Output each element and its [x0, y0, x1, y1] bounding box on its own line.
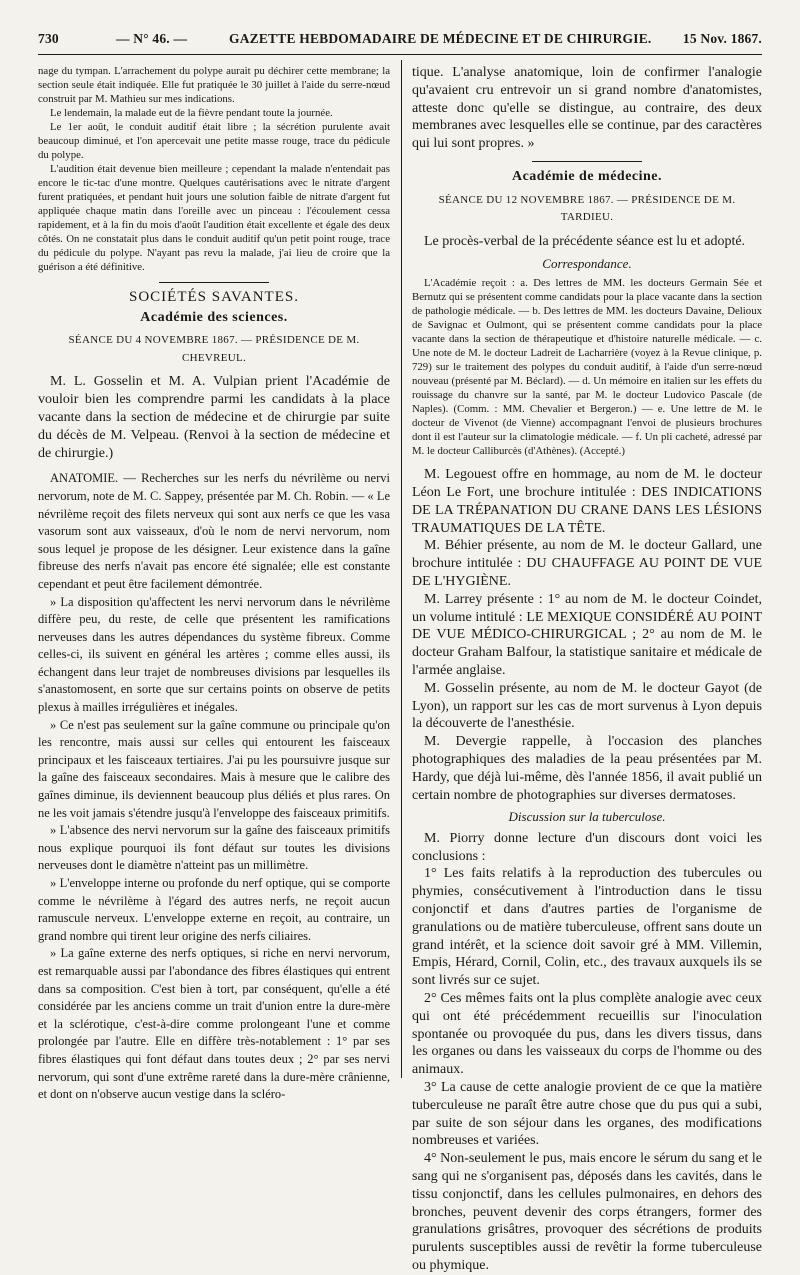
- section-rule: [159, 282, 269, 283]
- paragraph: Le lendemain, la malade eut de la fièvre pendant toute la journée.: [50, 107, 333, 119]
- paragraph: M. Larrey présente : 1° au nom de M. le docteur Coindet, un volume intitulé : LE MEXIQUE CONSIDÉRÉ AU POINT DE VUE MÉDICO-CHIRURGICAL ; 2° au nom de M. le docteur Graham Balfour, la statistique sanitaire et médicale de l'armée anglaise.: [412, 591, 762, 678]
- section-rule: [532, 161, 642, 162]
- paragraph: » L'enveloppe interne ou profonde du nerf optique, qui se comporte comme le névrilème à l'égard des autres nerfs, ne reçoit aucun ramuscule nerveux. L'enveloppe externe en reçoit, au contraire, un grand nombre qui tirent leur origine des nerfs ciliaires.: [38, 876, 390, 943]
- paragraph: Le procès-verbal de la précédente séance est lu et adopté.: [424, 233, 746, 249]
- paragraph: ANATOMIE. — Recherches sur les nerfs du névrilème ou nervi nervorum, note de M. C. Sappey, présentée par M. Ch. Robin. — « Le névrilème reçoit des filets nerveux qui sont aux nerfs ce que les vasa vasorum sont aux vaisseaux, d'où le nom de nervi nervorum, nom sous lequel je propose de les désigner. Leur existence dans la gaîne fibreuse des nerfs n'avait pas encore été signalée; elle est constante cependant et peut être facilement démontrée.: [38, 471, 390, 591]
- journal-title: GAZETTE HEBDOMADAIRE DE MÉDECINE ET DE CHIRURGIE.: [229, 31, 652, 46]
- paragraph: » Ce n'est pas seulement sur la gaîne commune ou principale qu'on les rencontre, mais aussi sur celles qui entourent les faisceaux principaux et les faisceaux tertiaires. J'ai pu les poursuivre jusque sur la gaîne des faisceaux secondaires. Mais à mesure que le calibre des gaînes diminue, ils deviennent beaucoup plus déliés et plus rares. On ne les voit jamais s'étendre jusqu'à l'enveloppe des faisceaux primitifs.: [38, 717, 390, 820]
- paragraph: Le 1er août, le conduit auditif était libre ; la sécrétion purulente avait beaucoup diminué, et l'on apercevait une petite masse rouge, trace du pédicule du polype.: [38, 121, 390, 161]
- paragraph: » L'absence des nervi nervorum sur la gaîne des faisceaux primitifs nous explique pourquoi ils font défaut sur toutes les divisions nerveuses dont le diamètre n'atteint pas un millimètre.: [38, 823, 390, 873]
- issue-date: 15 Nov. 1867.: [682, 31, 762, 46]
- issue-number: — N° 46. —: [116, 31, 188, 46]
- paragraph: M. Legouest offre en hommage, au nom de M. le docteur Léon Le Fort, une brochure intitulée : DES INDICATIONS DE LA TRÉPANATION DU CRANE DANS LES LÉSIONS TRAUMATIQUES DE LA TÊTE.: [412, 467, 762, 536]
- session-line: SÉANCE DU 12 NOVEMBRE 1867. — PRÉSIDENCE DE M. TARDIEU.: [438, 193, 736, 224]
- academy-heading: Académie de médecine.: [511, 168, 663, 184]
- session-line: SÉANCE DU 4 NOVEMBRE 1867. — PRÉSIDENCE DE M. CHEVREUL.: [68, 334, 360, 364]
- right-column: [412, 64, 762, 1274]
- paragraph: » La disposition qu'affectent les nervi nervorum dans le névrilème diffère peu, du reste, de celle que présentent les ramifications nerveuses dans les autres dépendances du système fibreux. Comme celles-ci, ils suivent en général les artères ; comme elles aussi, ils échangent dans leur trajet de nombreuses divisions par lesquelles ils s'anastomosent, en sorte que sur certains points on observe de petits plexus à mailles irrégulières et inégales.: [38, 594, 390, 715]
- page-header: [38, 28, 762, 55]
- paragraph: M. Piorry donne lecture d'un discours dont voici les conclusions :: [412, 830, 762, 864]
- paragraph: 2° Ces mêmes faits ont la plus complète analogie avec ceux qui ont été précédemment recueillis sur l'inoculation spontanée ou provoquée du pus, dans les divers tissus, dans les organes ou dans les vaisseaux du corps de l'homme ou des animaux.: [412, 991, 762, 1078]
- page-number: 730: [38, 31, 59, 46]
- section-title: SOCIÉTÉS SAVANTES.: [129, 289, 299, 305]
- paragraph: nage du tympan. L'arrachement du polype aurait pu déchirer cette membrane; la section seule était indiquée. Elle fut pratiquée le 30 juillet à l'aide du serre-nœud construit par M. Mathieu sur mes indications.: [38, 65, 390, 105]
- subsection-heading: Discussion sur la tuberculose.: [508, 809, 666, 825]
- left-column: [38, 64, 390, 1102]
- paragraph: M. Gosselin présente, au nom de M. le docteur Gayot (de Lyon), un rapport sur les cas de mort survenus à Lyon depuis la découverte de l'anesthésie.: [412, 680, 762, 732]
- paragraph: 4° Non-seulement le pus, mais encore le sérum du sang et le sang qui ne s'organisent pas, déposés dans les cavités, dans le tissu conjonctif, dans les cellules pulmonaires, en dehors des bronches, peuvent devenir des corps étrangers, former des granulations grisâtres, provoquer des sécrétions de produits purulents susceptibles aussi de revêtir la forme tuberculeuse ou phymique.: [412, 1151, 762, 1274]
- paragraph: L'Académie reçoit : a. Des lettres de MM. les docteurs Germain Sée et Bernutz qui se présentent comme candidats pour la place vacante dans la section de pathologie médicale. — b. Des lettres de MM. les docteurs Davaine, Delioux de Savignac et Oulmont, qui se présentent comme candidats pour la place vacante dans la section de thérapeutique et d'histoire naturelle médicale. — c. Une note de M. le docteur Ladreit de Lacharrière (voyez à la Revue clinique, p. 729) sur le traitement des polypes du conduit auditif, à l'aide d'un serre-nœud nouveau (présenté par M. Béclard). — d. Un mémoire en italien sur les effets du rouissage du chanvre sur la santé, par M. le docteur Ludovico Pascale (de Naples). (Comm. : MM. Chevalier et Bergeron.) — e. Une lettre de M. le docteur de Vivenot (de Vienne) accompagnant l'envoi de plusieurs brochures dont il est l'auteur sur la climatologie médicale. — f. Un pli cacheté, adressé par M. le docteur Calliburcès (d'Athènes). (Accepté.): [412, 277, 762, 458]
- paragraph: M. L. Gosselin et M. A. Vulpian prient l'Académie de vouloir bien les comprendre parmi les candidats à la place vacante dans la section de médecine et de chirurgie par suite du décès de M. Velpeau. (Renvoi à la section de médecine et de chirurgie.): [38, 374, 390, 461]
- paragraph: tique. L'analyse anatomique, loin de confirmer l'analogie qu'avaient cru entrevoir un si grand nombre d'anatomistes, atteste donc qu'elle se distingue, au contraire, des deux membranes avec lesquelles elle se continue, par des caractères qui lui sont propres. »: [412, 65, 762, 152]
- paragraph: » La gaîne externe des nerfs optiques, si riche en nervi nervorum, est remarquable aussi par l'abondance des fibres élastiques qui entrent dans sa composition. C'est bien à tort, par conséquent, qu'elle a été considérée par les anciens comme un trait d'union entre la dure-mère et la sclérotique, c'est-à-dire comme prolongeant l'une et comme prolongée par l'autre. Elle en diffère très-notablement : 1° par ses fibres élastiques qui font défaut dans toutes deux ; 2° par ses nervi nervorum, qui sont d'une extrême rareté dans la dure-mère crânienne, et dont on n'observe aucun vestige dans la scléro-: [38, 946, 390, 1102]
- paragraph: M. Devergie rappelle, à l'occasion des planches photographiques des maladies de la peau présentées par M. Hardy, que déjà lui-même, dès l'année 1856, il avait publié un certain nombre de photographies sur diverses dermatoses.: [412, 734, 762, 803]
- subsection-heading: Correspondance.: [542, 255, 632, 271]
- paragraph: 3° La cause de cette analogie provient de ce que la matière tuberculeuse ne paraît être autre chose que du pus qui a subi, par suite de son séjour dans les organes, des modifications nombreuses et variées.: [412, 1080, 762, 1149]
- column-divider: [401, 60, 402, 1078]
- paragraph: M. Béhier présente, au nom de M. le docteur Gallard, une brochure intitulée : DU CHAUFFAGE AU POINT DE VUE DE L'HYGIÈNE.: [412, 538, 762, 589]
- paragraph: L'audition était devenue bien meilleure ; cependant la malade n'entendait pas encore le tic-tac d'une montre. Quelques cautérisations avec le nitrate d'argent furent pratiquées, et pendant huit jours une solution faible de nitrate d'argent fut appliquée chaque matin dans l'oreille avec un pinceau : l'écoulement cessa rapidement, et à la fin du mois d'août l'audition était excellente et égale des deux côtés. On ne constatait plus dans le conduit auditif qu'un petit point rouge, trace du pédicule du polype. N'ayant pas revu la malade, j'ai lieu de croire que la guérison a été définitive.: [38, 163, 390, 273]
- paragraph: 1° Les faits relatifs à la reproduction des tubercules ou phymies, consécutivement à l'introduction dans le tissu conjonctif et dans d'autres parties de l'organisme de granulations ou de matière tuberculeuse, offrent sans doute un grand intérêt, et la science doit savoir gré à MM. Villemin, Empis, Hérard, Cornil, Colin, etc., des travaux auxquels ils se sont livrés sur ce sujet.: [412, 866, 762, 989]
- academy-heading: Académie des sciences.: [140, 309, 288, 325]
